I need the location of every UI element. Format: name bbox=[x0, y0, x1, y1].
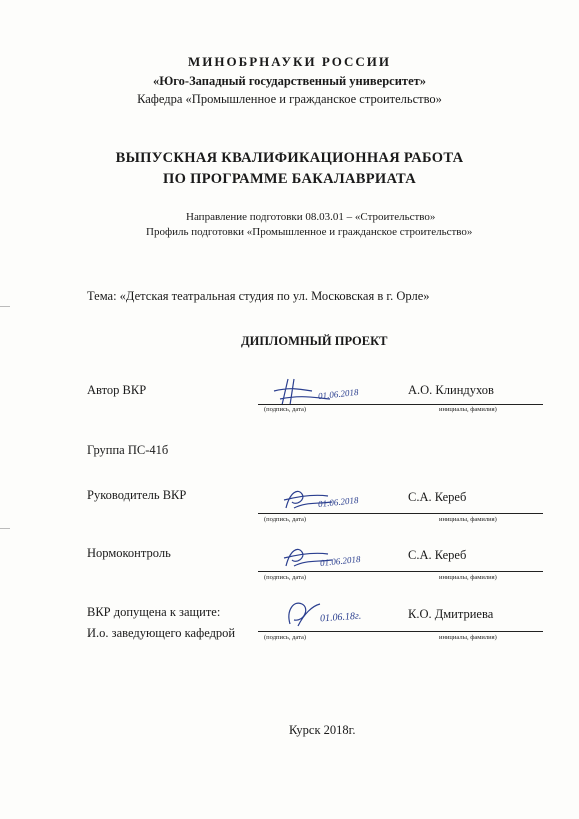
acting-head-sign-caption: (подпись, дата) bbox=[264, 634, 307, 641]
acting-head-name-caption: инициалы, фамилия) bbox=[439, 634, 497, 641]
supervisor-name: С.А. Кереб bbox=[408, 490, 467, 504]
acting-head-name-line bbox=[406, 631, 543, 632]
supervisor-sign-caption: (подпись, дата) bbox=[264, 516, 307, 523]
normcontrol-sign-line bbox=[258, 571, 406, 572]
department-name: Кафедра «Промышленное и гражданское строительство» bbox=[137, 92, 442, 106]
author-name-line bbox=[406, 404, 543, 405]
normcontrol-name-line bbox=[406, 571, 543, 572]
ministry-heading: МИНОБРНАУКИ РОССИИ bbox=[188, 54, 391, 69]
group-label: Группа ПС-41б bbox=[87, 443, 169, 457]
acting-head-sign-date: 01.06.18г. bbox=[319, 610, 362, 625]
normcontrol-name: С.А. Кереб bbox=[408, 548, 467, 562]
acting-head-sign-line bbox=[258, 631, 406, 632]
normcontrol-name-caption: инициалы, фамилия) bbox=[439, 574, 497, 581]
author-name-caption: инициалы, фамилия) bbox=[439, 406, 497, 413]
supervisor-label: Руководитель ВКР bbox=[87, 488, 187, 502]
acting-head-name: К.О. Дмитриева bbox=[408, 607, 494, 621]
scan-mark bbox=[0, 528, 10, 529]
university-name: «Юго-Западный государственный университет» bbox=[152, 74, 427, 88]
direction-text: Направление подготовки 08.03.01 – «Строительство» bbox=[186, 211, 436, 223]
city-year: Курск 2018г. bbox=[289, 723, 356, 737]
work-title-line1: ВЫПУСКНАЯ КВАЛИФИКАЦИОННАЯ РАБОТА bbox=[115, 150, 464, 166]
author-sign-caption: (подпись, дата) bbox=[264, 406, 307, 413]
topic-text: Тема: «Детская театральная студия по ул. Московская в г. Орле» bbox=[87, 289, 430, 303]
author-name: А.О. Клиндухов bbox=[408, 383, 494, 397]
work-title-line2: ПО ПРОГРАММЕ БАКАЛАВРИАТА bbox=[163, 171, 416, 187]
author-sign-line bbox=[258, 404, 406, 405]
acting-head-label: И.о. заведующего кафедрой bbox=[87, 626, 236, 640]
profile-text: Профиль подготовки «Промышленное и гражданское строительство» bbox=[146, 226, 473, 238]
supervisor-sign-line bbox=[258, 513, 406, 514]
admission-label: ВКР допущена к защите: bbox=[87, 605, 221, 619]
normcontrol-sign-date: 01.06.2018 bbox=[319, 553, 361, 569]
normcontrol-sign-caption: (подпись, дата) bbox=[264, 574, 307, 581]
supervisor-sign-date: 01.06.2018 bbox=[317, 494, 359, 510]
project-type: ДИПЛОМНЫЙ ПРОЕКТ bbox=[241, 334, 388, 348]
supervisor-name-line bbox=[406, 513, 543, 514]
author-label: Автор ВКР bbox=[87, 383, 147, 397]
normcontrol-label: Нормоконтроль bbox=[87, 546, 171, 560]
supervisor-name-caption: инициалы, фамилия) bbox=[439, 516, 497, 523]
author-sign-date: 01.06.2018 bbox=[317, 386, 359, 402]
scan-mark bbox=[0, 306, 10, 307]
